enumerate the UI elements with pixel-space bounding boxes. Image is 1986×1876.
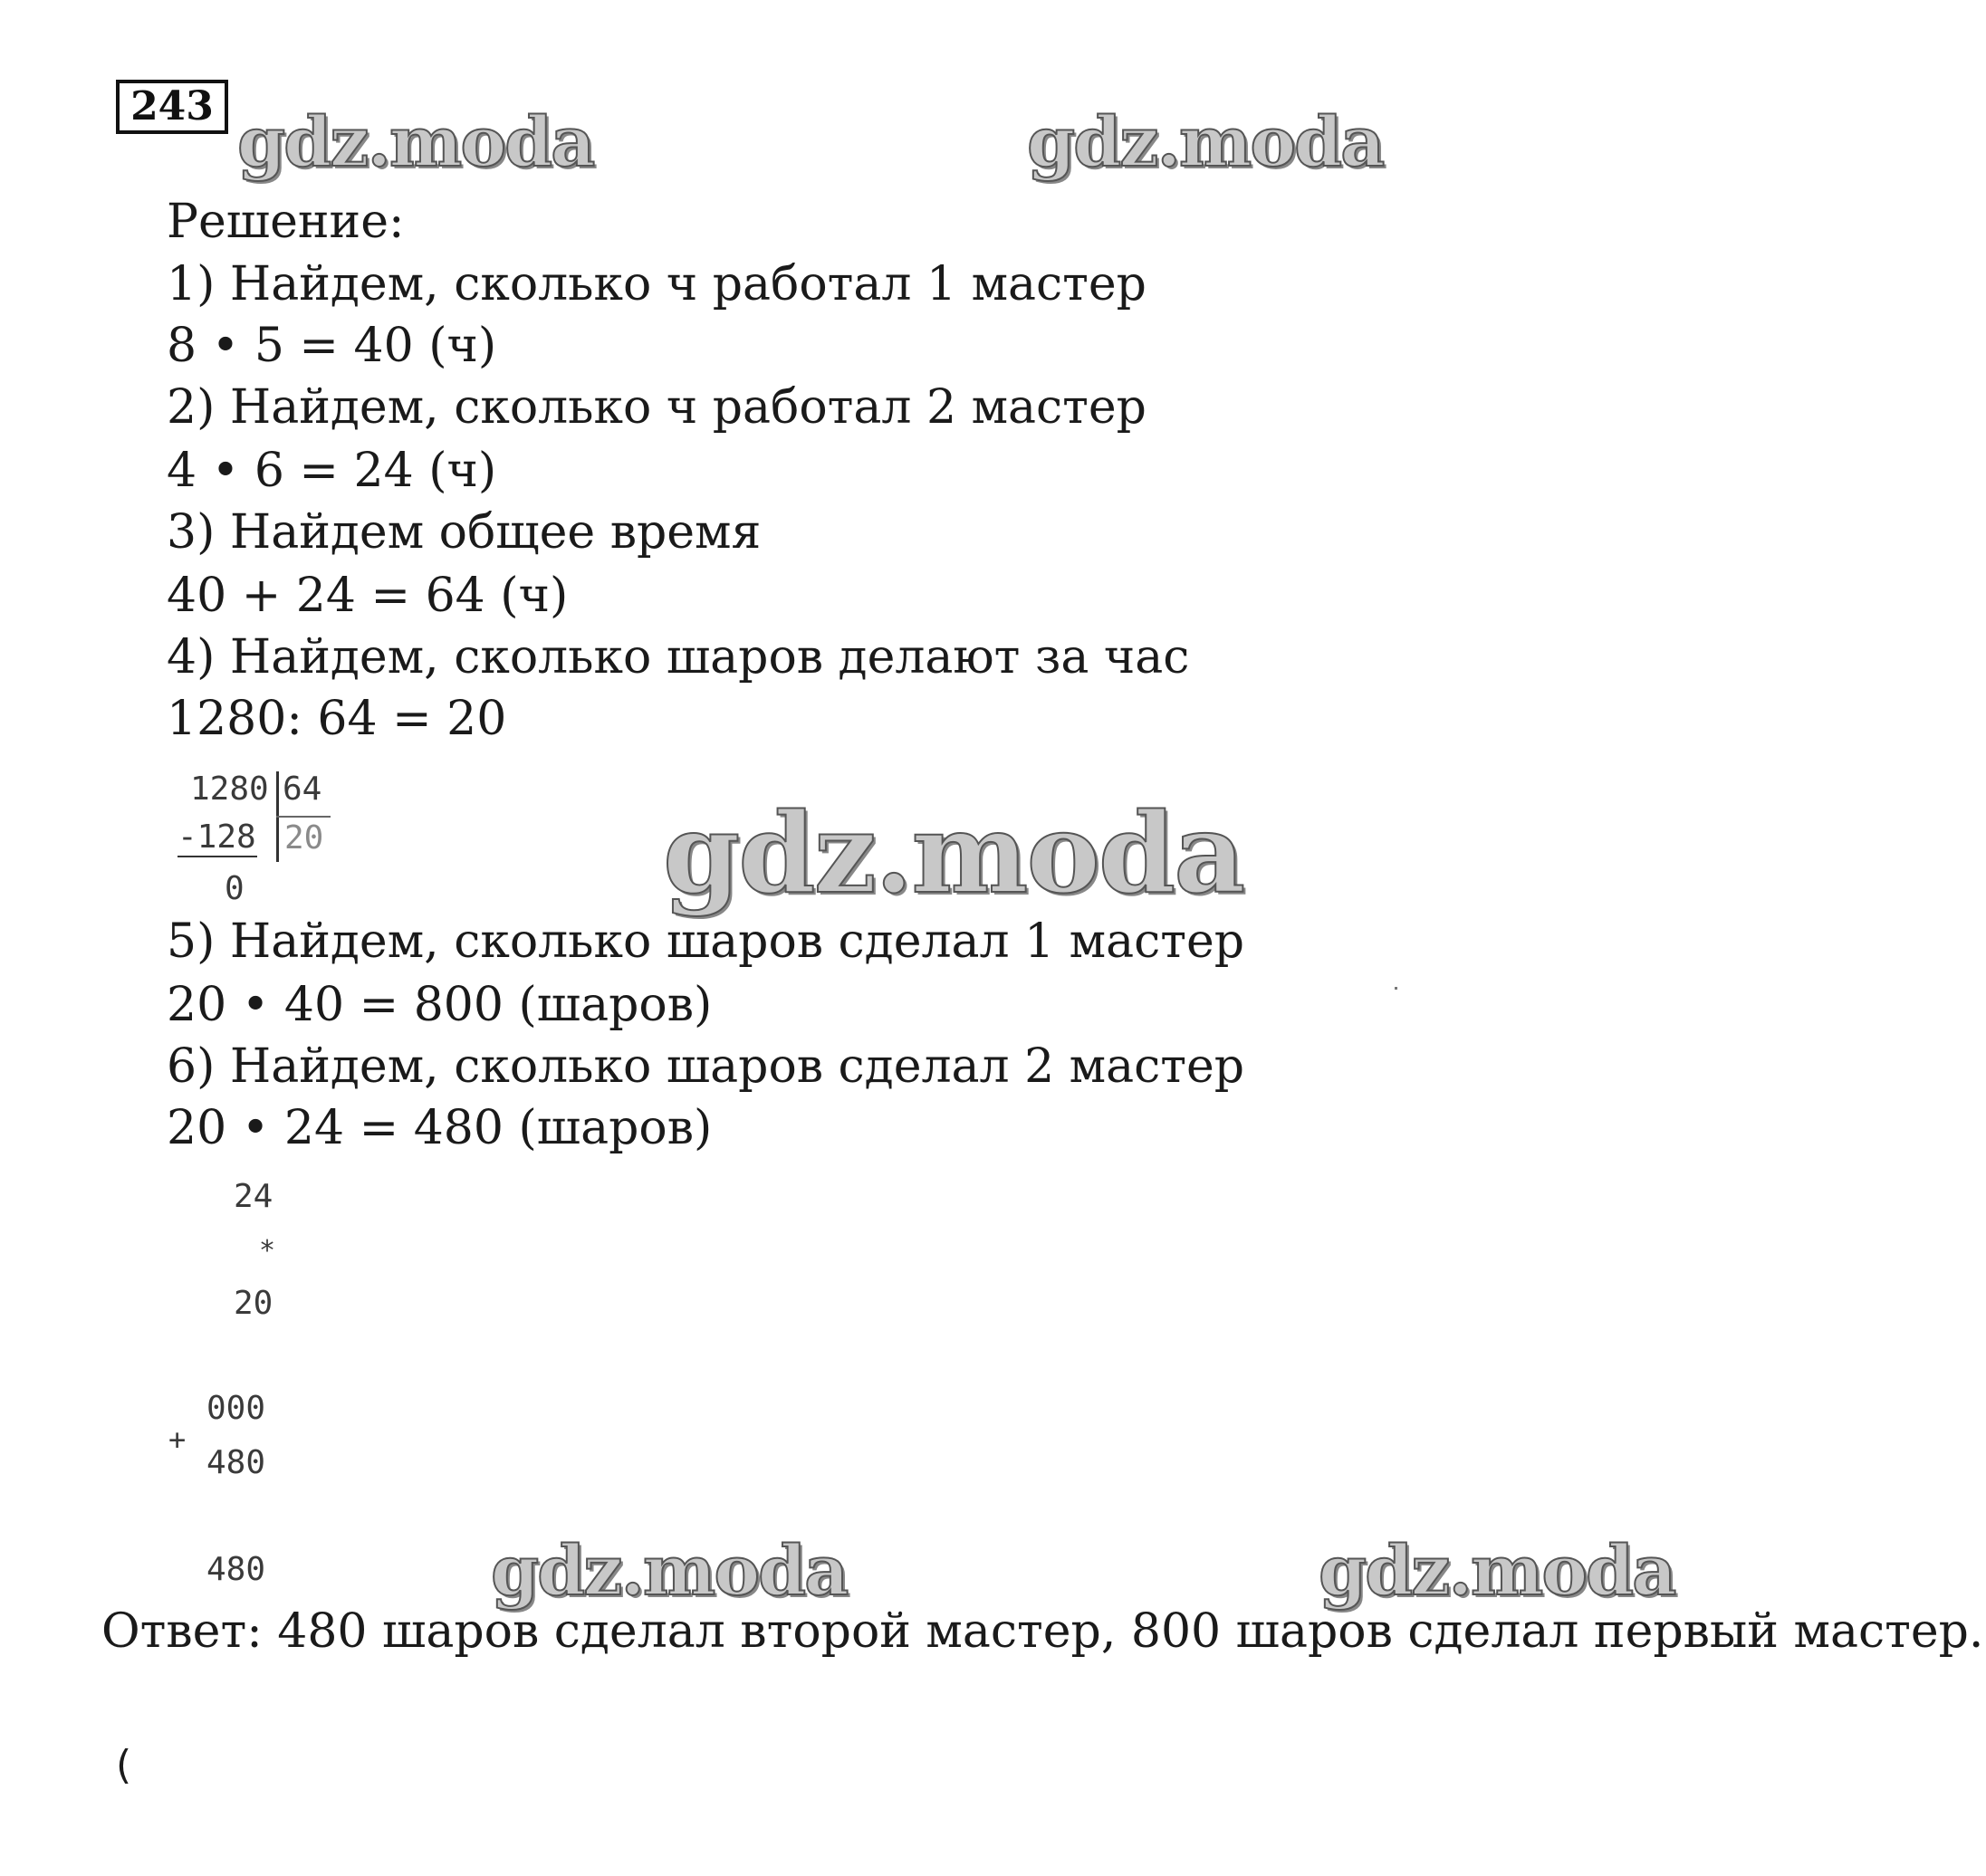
- solution-heading: Решение:: [167, 195, 405, 249]
- watermark: gdz.moda: [1319, 1530, 1675, 1611]
- scan-speck: [1395, 987, 1397, 990]
- division-divisor: 64: [283, 770, 322, 808]
- multiplication-partial-2: 480: [206, 1444, 266, 1481]
- solution-equation: 8 • 5 = 40 (ч): [167, 319, 497, 373]
- division-quotient: 20: [284, 819, 324, 857]
- solution-equation: 20 • 40 = 800 (шаров): [167, 978, 713, 1032]
- watermark: gdz.moda: [237, 101, 594, 182]
- solution-step: 5) Найдем, сколько шаров сделал 1 мастер: [167, 914, 1245, 969]
- division-underline: [177, 856, 257, 857]
- solution-equation: 20 • 24 = 480 (шаров): [167, 1101, 713, 1155]
- multiplication-result: 480: [206, 1551, 266, 1588]
- task-number-box: 243: [116, 80, 228, 134]
- solution-step: 3) Найдем общее время: [167, 505, 762, 560]
- multiplication-operator: *: [259, 1235, 276, 1267]
- stray-parenthesis: (: [116, 1742, 132, 1788]
- multiplication-partial-1: 000: [206, 1390, 266, 1427]
- solution-equation: 1280: 64 = 20: [167, 692, 507, 746]
- solution-equation: 4 • 6 = 24 (ч): [167, 444, 497, 498]
- solution-equation: 40 + 24 = 64 (ч): [167, 569, 569, 623]
- solution-step: 6) Найдем, сколько шаров сделал 2 мастер: [167, 1039, 1245, 1094]
- solution-step: 1) Найдем, сколько ч работал 1 мастер: [167, 257, 1147, 311]
- solution-step: 4) Найдем, сколько шаров делают за час: [167, 630, 1190, 684]
- solution-step: 2) Найдем, сколько ч работал 2 мастер: [167, 380, 1147, 435]
- division-dividend: 1280: [190, 770, 269, 808]
- division-remainder: 0: [225, 870, 245, 907]
- multiplication-factor-1: 24: [234, 1178, 273, 1215]
- watermark: gdz.moda: [663, 788, 1244, 918]
- multiplication-factor-2: 20: [234, 1285, 273, 1322]
- watermark: gdz.moda: [1027, 101, 1384, 182]
- division-subtrahend: -128: [177, 818, 256, 856]
- watermark: gdz.moda: [491, 1530, 848, 1611]
- division-quotient-line: [276, 816, 331, 818]
- multiplication-plus: +: [168, 1422, 187, 1457]
- answer-line: Ответ: 480 шаров сделал второй мастер, 800 шаров сделал первый мастер.: [101, 1604, 1984, 1659]
